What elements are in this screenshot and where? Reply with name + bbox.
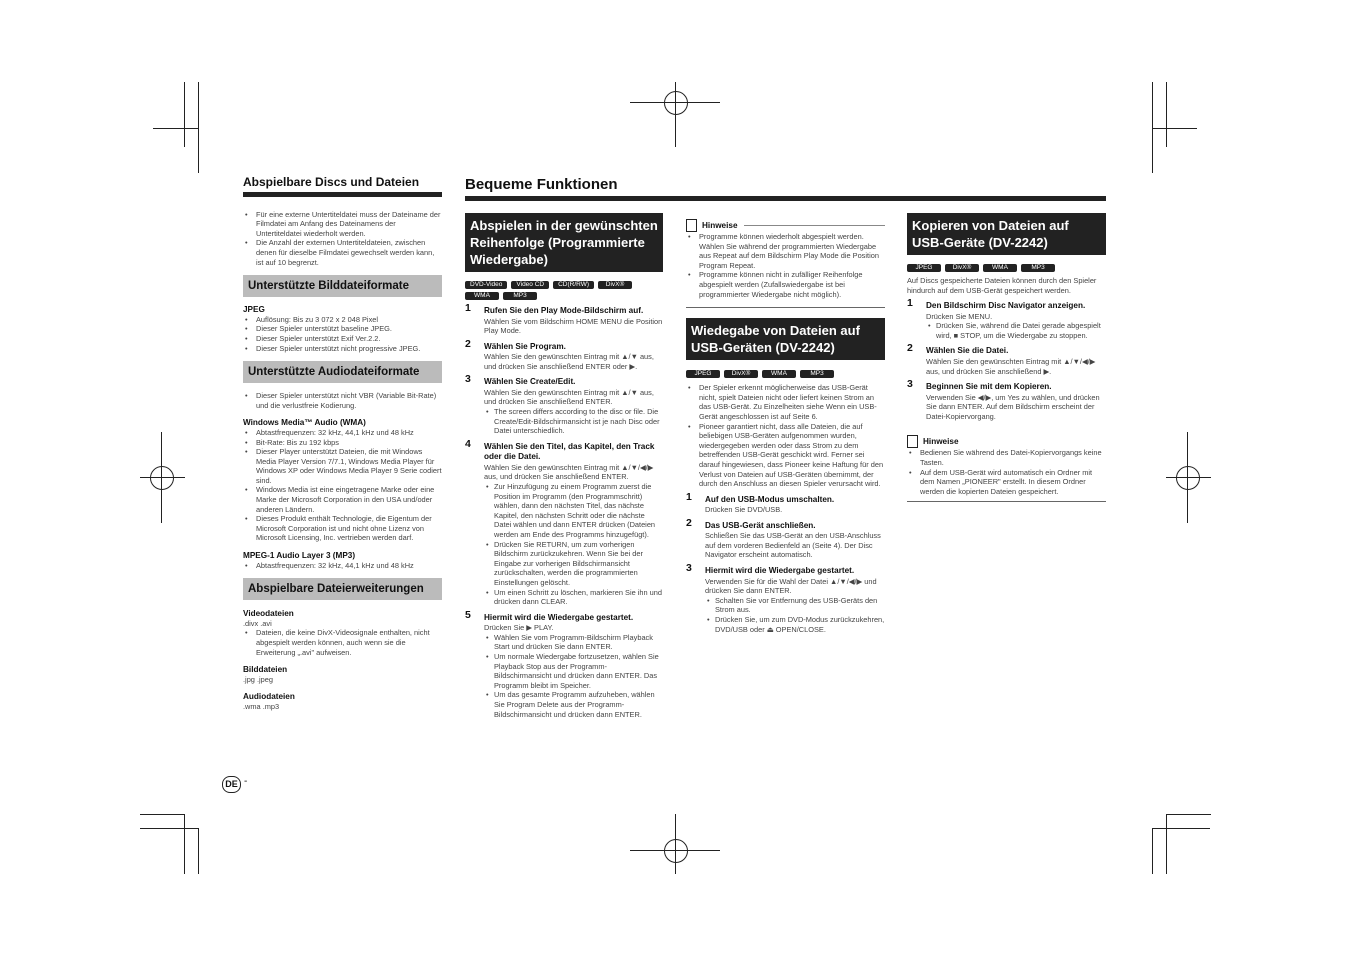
divider bbox=[907, 501, 1106, 502]
step-number: 3 bbox=[465, 373, 471, 386]
divider bbox=[744, 225, 886, 226]
step-title: Wählen Sie die Datei. bbox=[926, 346, 1009, 356]
audio-label: Audiodateien bbox=[243, 692, 295, 702]
list-item: • Abtastfrequenzen: 32 kHz, 44,1 kHz und 48 kHz bbox=[243, 561, 442, 571]
list-item: • Pioneer garantiert nicht, dass alle Dateien, die auf beliebigen USB-Geräten aufgenommen wurden, wiedergegeben werden oder dass Strom zu dem betreffenden USB-Gerät geschickt wird. Ferner sei darauf hingewiesen, dass Pioneer keine Haftung für den Verlust von Dateien auf USB-Geräten übernimmt, der durch den Anschluss an diesen Spieler verursacht wird. bbox=[686, 422, 885, 489]
list-item: • Abtastfrequenzen: 32 kHz, 44,1 kHz und 48 kHz bbox=[243, 428, 442, 438]
tag: JPEG bbox=[686, 370, 720, 378]
list-item: • Dieses Produkt enthält Technologie, die Eigentum der Microsoft Corporation ist und nicht ohne Lizenz von Microsoft Licensing, Inc. vertrieben werden darf. bbox=[243, 514, 442, 543]
tag: DivX® bbox=[598, 281, 632, 289]
tag: DivX® bbox=[945, 264, 979, 272]
step-text: Drücken Sie ▶ PLAY. bbox=[484, 623, 554, 633]
tag: DVD-Video bbox=[465, 281, 507, 289]
extensions-box: Abspielbare Dateierweiterungen bbox=[243, 578, 442, 600]
step-title: Rufen Sie den Play Mode-Bildschirm auf. bbox=[484, 306, 644, 315]
list-item: • Drücken Sie, um zum DVD-Modus zurückzukehren, DVD/USB oder ⏏ OPEN/CLOSE. bbox=[705, 615, 885, 634]
list-item: • Dateien, die keine DivX-Videosignale enthalten, nicht abgespielt werden können, auch wenn sie die Erweiterung „.avi" aufweisen. bbox=[243, 628, 442, 657]
tag: CD(R/RW) bbox=[553, 281, 594, 289]
step-title: Hiermit wird die Wiedergabe gestartet. bbox=[705, 566, 855, 576]
list-item: • Zur Hinzufügung zu einem Programm zuerst die Position im Programm (den Programmschritt) wählen, dann den nächsten Titel, das nächste Kapitel, den nächsten Schritt oder die nächste Datei wählen und dann ENTER drücken (Dateien werden am Ende des Programms hinzugefügt). bbox=[484, 482, 663, 540]
step-number: 1 bbox=[907, 297, 913, 310]
step-text: Wählen Sie den gewünschten Eintrag mit ▲/▼ aus, und drücken Sie anschließend ENTER. bbox=[484, 387, 654, 407]
program-playback-box: Abspielen in der gewünschten Reihenfolge (Programmierte Wiedergabe) bbox=[465, 213, 663, 272]
file-tags bbox=[907, 264, 1106, 272]
step-text: Drücken Sie MENU. bbox=[926, 311, 993, 321]
step-list bbox=[926, 321, 1106, 340]
step bbox=[907, 342, 1106, 376]
step-number: 1 bbox=[465, 302, 471, 314]
step bbox=[465, 373, 663, 436]
list-item: • Bit-Rate: Bis zu 192 kbps bbox=[243, 438, 442, 448]
tag: MP3 bbox=[1021, 264, 1055, 272]
step-number: 1 bbox=[686, 490, 692, 503]
file-tags bbox=[686, 370, 885, 378]
notes-heading bbox=[907, 435, 1106, 448]
list-item: • Der Spieler erkennt möglicherweise das USB-Gerät nicht, spielt Dateien nicht oder liefert keinen Strom an das USB-Gerät. Zu Einzelheiten siehe Wenn ein USB-Gerät angeschlossen ist auf Seite 6. bbox=[686, 383, 885, 421]
tag: WMA bbox=[465, 292, 499, 300]
step-title: Den Bildschirm Disc Navigator anzeigen. bbox=[926, 301, 1086, 311]
disc-tags bbox=[465, 281, 663, 289]
step bbox=[907, 378, 1106, 421]
video-label: Videodateien bbox=[243, 609, 294, 619]
audio-formats-box: Unterstützte Audiodateiformate bbox=[243, 361, 442, 383]
image-formats-box: Unterstützte Bilddateiformate bbox=[243, 275, 442, 297]
video-list bbox=[243, 628, 442, 657]
list-item: • Dieser Spieler unterstützt nicht progressive JPEG. bbox=[243, 344, 442, 354]
step-title: Hiermit wird die Wiedergabe gestartet. bbox=[484, 612, 634, 622]
step-number: 2 bbox=[465, 337, 471, 350]
step-number: 2 bbox=[907, 342, 913, 355]
tag: Video CD bbox=[511, 281, 549, 289]
video-ext: .divx .avi bbox=[243, 618, 272, 628]
left-column bbox=[243, 175, 442, 712]
intro-list bbox=[243, 210, 442, 268]
jpeg-label: JPEG bbox=[243, 305, 265, 315]
step-title: Beginnen Sie mit dem Kopieren. bbox=[926, 382, 1052, 392]
step-text: Wählen Sie vom Bildschirm HOME MENU die Position Play Mode. bbox=[484, 316, 663, 336]
list-item: • Dieser Player unterstützt Dateien, die mit Windows Media Player Version 7/7.1, Windows Media Player für Windows XP oder Windows Media Player 9 Serie codiert sind. bbox=[243, 447, 442, 485]
mp3-label: MPEG-1 Audio Layer 3 (MP3) bbox=[243, 551, 356, 561]
wma-list bbox=[243, 428, 442, 543]
tag: WMA bbox=[762, 370, 796, 378]
step bbox=[686, 562, 885, 634]
image-label: Bilddateien bbox=[243, 665, 288, 675]
notes-list bbox=[907, 448, 1106, 496]
usb-copy-column bbox=[907, 213, 1106, 510]
note-icon bbox=[686, 219, 697, 232]
step-text: Wählen Sie den gewünschten Eintrag mit ▲/▼/◀/▶ aus, und drücken Sie anschließend ▶. bbox=[926, 356, 1096, 376]
image-ext: .jpg .jpeg bbox=[243, 674, 273, 684]
step-number: 3 bbox=[686, 562, 692, 575]
step-list bbox=[484, 407, 663, 436]
list-item: • Für eine externe Untertiteldatei muss der Dateiname der Filmdatei am Anfang des Dateinamens der Untertiteldatei wiederholt werden. bbox=[243, 210, 442, 239]
tag: DivX® bbox=[724, 370, 758, 378]
list-item: • Um normale Wiedergabe fortzusetzen, wählen Sie Playback Stop aus der Programm-Bildschirmansicht und drücken dann ENTER. Das Programm bleibt im Speicher. bbox=[484, 652, 663, 690]
step bbox=[465, 437, 663, 607]
list-item: • The screen differs according to the disc or file. Die Create/Edit-Bildschirmansicht ist je nach Disc oder Datei unterschiedlich. bbox=[484, 407, 663, 436]
tag: MP3 bbox=[800, 370, 834, 378]
notes-title: Hinweise bbox=[702, 220, 738, 230]
step-title: Wählen Sie den Titel, das Kapitel, den Track oder die Datei. bbox=[484, 441, 655, 462]
list-item: • Schalten Sie vor Entfernung des USB-Geräts den Strom aus. bbox=[705, 596, 885, 615]
list-item: • Wählen Sie vom Programm-Bildschirm Playback Start und drücken Sie dann ENTER. bbox=[484, 633, 663, 652]
jpeg-list bbox=[243, 315, 442, 353]
divider bbox=[686, 307, 885, 308]
list-item: • Programme können nicht in zufälliger Reihenfolge abgespielt werden (Zufallswiedergabe ist bei programmierter Wiedergabe nicht möglich). bbox=[686, 270, 885, 299]
list-item: • Programme können wiederholt abgespielt werden. Wählen Sie während der programmierten Wiedergabe aus Repeat auf dem Bildschirm Play Mode die Position Program Repeat. bbox=[686, 232, 885, 270]
tag: WMA bbox=[983, 264, 1017, 272]
step-number: 3 bbox=[907, 378, 913, 391]
step-text: Verwenden Sie für die Wahl der Datei ▲/▼/◀/▶ und drücken Sie dann ENTER. bbox=[705, 576, 877, 596]
mp3-list bbox=[243, 561, 442, 571]
tag: MP3 bbox=[503, 292, 537, 300]
wma-label: Windows Media™ Audio (WMA) bbox=[243, 418, 366, 428]
step-text: Wählen Sie den gewünschten Eintrag mit ▲/▼/◀/▶ aus, und drücken Sie anschließend ENTER. bbox=[484, 462, 654, 482]
audio-list bbox=[243, 391, 442, 410]
list-item: • Windows Media ist eine eingetragene Marke oder eine Marke der Microsoft Corporation in den USA und/oder anderen Ländern. bbox=[243, 485, 442, 514]
notes-list bbox=[686, 232, 885, 299]
step-number: 2 bbox=[686, 516, 692, 529]
list-item: • Dieser Spieler unterstützt baseline JPEG. bbox=[243, 324, 442, 334]
page-title: Bequeme Funktionen bbox=[465, 176, 1106, 201]
section-header: Abspielbare Discs und Dateien bbox=[243, 178, 442, 197]
step-text: Drücken Sie DVD/USB. bbox=[705, 505, 783, 515]
program-playback-column bbox=[465, 213, 663, 719]
list-item: • Auf dem USB-Gerät wird automatisch ein Ordner mit dem Namen „PIONEER" erstellt. In diesem Ordner werden die kopierten Dateien gespeichert. bbox=[907, 468, 1106, 497]
step-title: Das USB-Gerät anschließen. bbox=[705, 520, 816, 530]
notes-title: Hinweise bbox=[923, 437, 959, 447]
list-item: • Drücken Sie RETURN, um zum vorherigen Bildschirm zurückzukehren. Wenn Sie bei der Eingabe zur vorherigen Bildschirmansicht zurückschalten, werden die programmierten Einstellungen gelöscht. bbox=[484, 540, 663, 588]
step bbox=[465, 608, 663, 719]
list-item: • Drücken Sie, während die Datei gerade abgespielt wird, ■ STOP, um die Wiedergabe zu stoppen. bbox=[926, 321, 1106, 340]
list-item: • Dieser Spieler unterstützt Exif Ver.2.2. bbox=[243, 334, 442, 344]
note-icon bbox=[907, 435, 918, 448]
list-item: • Auflösung: Bis zu 3 072 x 2 048 Pixel bbox=[243, 315, 442, 325]
language-badge: DE bbox=[222, 776, 241, 793]
list-item: • Dieser Spieler unterstützt nicht VBR (Variable Bit-Rate) und die verlustfreie Kodierung. bbox=[243, 391, 442, 410]
step-title: Wählen Sie Program. bbox=[484, 341, 566, 351]
step-title: Wählen Sie Create/Edit. bbox=[484, 377, 576, 387]
step-text: Verwenden Sie ◀/▶, um Yes zu wählen, und drücken Sie dann ENTER. Auf dem Bildschirm erscheint der Datei-Kopiervorgang. bbox=[926, 392, 1100, 421]
list-item: • Um einen Schritt zu löschen, markieren Sie ihn und drücken dann CLEAR. bbox=[484, 588, 663, 607]
usb-copy-box: Kopieren von Dateien auf USB-Geräte (DV-2242) bbox=[907, 213, 1106, 255]
step bbox=[686, 516, 885, 560]
step bbox=[465, 337, 663, 372]
copy-intro: Auf Discs gespeicherte Dateien können durch den Spieler hindurch auf dem USB-Gerät gespeichert werden. bbox=[907, 276, 1097, 295]
audio-ext: .wma .mp3 bbox=[243, 701, 280, 711]
step-text: Wählen Sie den gewünschten Eintrag mit ▲/▼ aus, und drücken Sie anschließend ENTER oder ▶. bbox=[484, 352, 654, 371]
usb-playback-box: Wiedegabe von Dateien auf USB-Geräten (DV-2242) bbox=[686, 318, 885, 360]
usb-list bbox=[686, 383, 885, 489]
file-tags bbox=[465, 292, 663, 300]
list-item: • Die Anzahl der externen Untertiteldateien, zwischen denen für dieselbe Filmdatei gewechselt werden kann, ist auf 10 begrenzt. bbox=[243, 238, 442, 267]
page-number: - bbox=[244, 776, 248, 787]
list-item: • Bedienen Sie während des Datei-Kopiervorgangs keine Tasten. bbox=[907, 448, 1106, 467]
step-text: Schließen Sie das USB-Gerät an den USB-Anschluss auf dem vorderen Bedienfeld an (Seite 4). Der Disc Navigator erscheint automatisch. bbox=[705, 531, 881, 560]
notes-heading bbox=[686, 219, 885, 232]
step-number: 5 bbox=[465, 608, 471, 621]
step-list bbox=[484, 633, 663, 719]
step-list bbox=[705, 596, 885, 634]
step-number: 4 bbox=[465, 437, 471, 450]
list-item: • Um das gesamte Programm aufzuheben, wählen Sie Program Delete aus der Programm-Bildschirmansicht und drücken dann ENTER. bbox=[484, 690, 663, 719]
step bbox=[686, 490, 885, 515]
tag: JPEG bbox=[907, 264, 941, 272]
step-title: Auf den USB-Modus umschalten. bbox=[705, 494, 835, 504]
step bbox=[907, 297, 1106, 340]
step-list bbox=[484, 482, 663, 607]
step bbox=[465, 302, 663, 336]
usb-playback-column bbox=[686, 219, 885, 634]
